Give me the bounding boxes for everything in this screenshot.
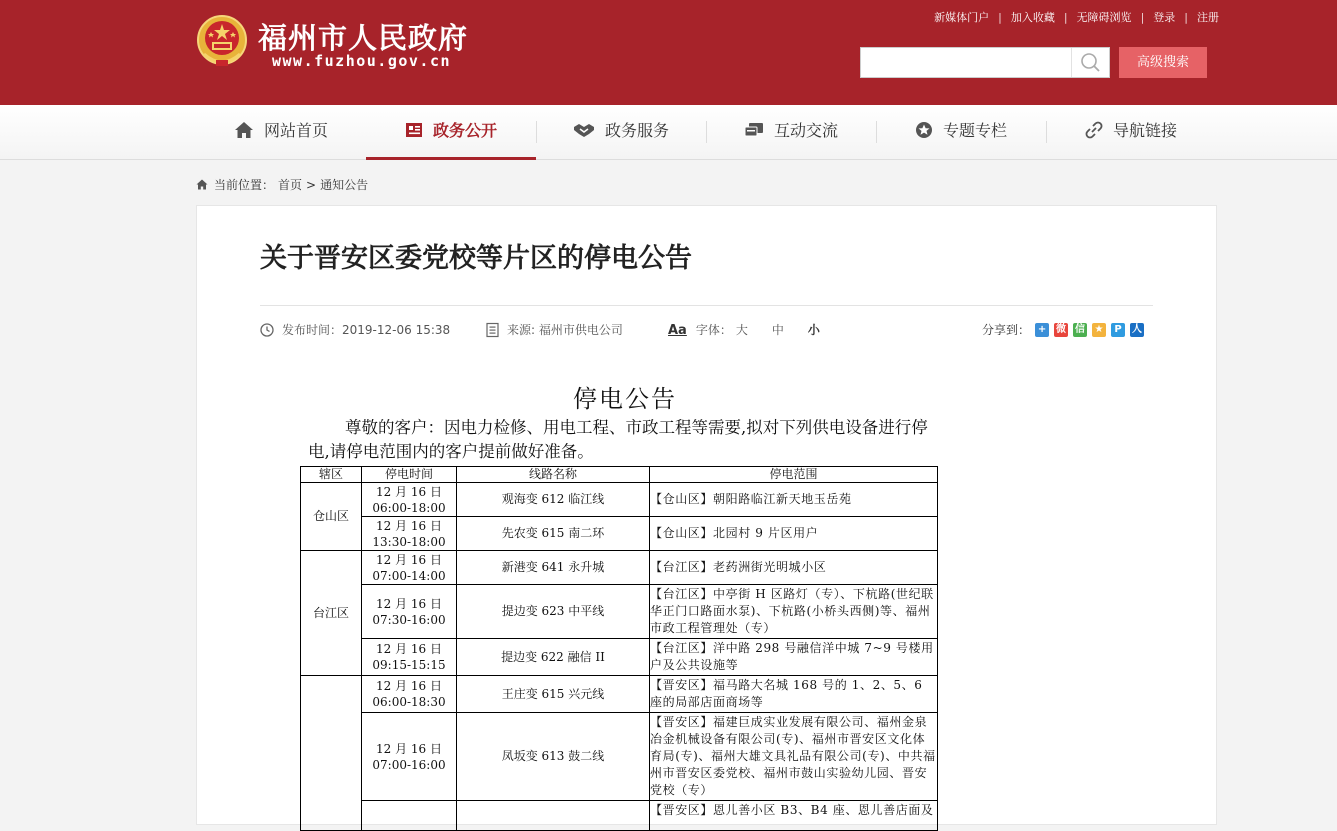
separator: | — [1140, 11, 1145, 24]
share-bar — [982, 321, 1144, 338]
breadcrumb-current[interactable]: 通知公告 — [320, 178, 369, 192]
table-row — [301, 676, 938, 713]
scope-cell: 【台江区】老药洲街光明城小区 — [650, 551, 938, 585]
separator: | — [1063, 11, 1068, 24]
top-links — [934, 9, 1219, 25]
nav-links-label: 导航链接 — [1112, 121, 1177, 140]
nav-services[interactable] — [536, 105, 706, 160]
weibo-icon[interactable]: 微 — [1056, 323, 1067, 335]
notice-image — [300, 374, 950, 817]
chat-icon — [744, 122, 764, 138]
handshake-icon — [573, 122, 595, 138]
nav-home-label: 网站首页 — [263, 121, 328, 140]
district-cell — [301, 676, 362, 831]
scope-cell: 【晋安区】恩儿善小区 B3、B4 座、恩儿善店面及 — [650, 801, 938, 831]
font-label: 字体： — [695, 323, 732, 337]
breadcrumb-prefix: 当前位置： — [214, 178, 275, 192]
font-size-large[interactable]: 大 — [735, 323, 748, 337]
nav-links[interactable] — [1046, 105, 1216, 160]
time-cell: 12 月 16 日 06:00-18:30 — [362, 676, 457, 713]
breadcrumb-home[interactable]: 首页 — [278, 178, 303, 192]
separator: | — [1184, 11, 1188, 24]
scope-cell: 【仓山区】朝阳路临江新天地玉岳苑 — [650, 483, 938, 517]
nav-topics[interactable] — [876, 105, 1046, 160]
district-cell: 台江区 — [301, 551, 362, 676]
font-size-medium[interactable]: 中 — [771, 323, 784, 337]
share-label: 分享到： — [982, 323, 1031, 337]
home-icon — [196, 179, 208, 190]
star-icon — [915, 121, 933, 139]
nav-services-label: 政务服务 — [604, 121, 669, 140]
line-cell: 提边变 623 中平线 — [457, 585, 650, 639]
font-size-icon: Aa — [668, 323, 687, 338]
table-row — [301, 517, 938, 551]
line-cell: 王庄变 615 兴元线 — [457, 676, 650, 713]
site-title: 福州市人民政府 — [258, 21, 469, 55]
qzone-icon[interactable]: ★ — [1092, 323, 1106, 337]
table-row — [301, 551, 938, 585]
document-icon — [405, 122, 423, 138]
national-emblem-icon — [196, 14, 248, 68]
new-media-link[interactable]: 新媒体门户 — [934, 11, 990, 24]
scope-cell: 【晋安区】福建巨成实业发展有限公司、福州金泉冶金机械设备有限公司(专)、福州市晋安区文化体育局(专)、福州大雄文具礼品有限公司(专)、中共福州市晋安区委党校、福州市鼓山实验幼儿园、晋安党校（专） — [650, 713, 938, 801]
nav-interaction[interactable] — [706, 105, 876, 160]
share-more-icon[interactable]: + — [1035, 323, 1049, 337]
nav-government-affairs[interactable] — [366, 105, 536, 160]
scope-cell: 【晋安区】福马路大名城 168 号的 1、2、5、6 座的局部店面商场等 — [650, 676, 938, 713]
table-row — [301, 483, 938, 517]
nav-topics-label: 专题专栏 — [942, 121, 1007, 140]
accessibility-link[interactable]: 无障碍浏览 — [1076, 11, 1132, 24]
login-link[interactable]: 登录 — [1153, 11, 1176, 24]
main-nav — [0, 105, 1337, 160]
table-row — [301, 585, 938, 639]
time-cell — [362, 801, 457, 831]
publish-label: 发布时间： — [282, 323, 343, 337]
source-document-icon — [486, 323, 499, 337]
scope-cell: 【台江区】洋中路 298 号融信洋中城 7~9 号楼用户及公共设施等 — [650, 639, 938, 676]
scope-cell: 【仓山区】北园村 9 片区用户 — [650, 517, 938, 551]
line-cell: 凤坂变 613 鼓二线 — [457, 713, 650, 801]
clock-icon — [260, 323, 274, 337]
source — [486, 321, 623, 338]
time-cell: 12 月 16 日 07:00-14:00 — [362, 551, 457, 585]
table-row — [301, 713, 938, 801]
publish-time — [260, 321, 450, 338]
district-cell: 仓山区 — [301, 483, 362, 551]
add-favorite-link[interactable]: 加入收藏 — [1010, 11, 1055, 24]
publish-value: 2019-12-06 15:38 — [342, 323, 451, 337]
source-label: 来源: — [507, 323, 539, 337]
nav-home[interactable] — [196, 105, 366, 160]
column-header: 线路名称 — [457, 467, 650, 483]
line-cell: 观海变 612 临江线 — [457, 483, 650, 517]
column-header: 辖区 — [301, 467, 362, 483]
time-cell: 12 月 16 日 09:15-15:15 — [362, 639, 457, 676]
column-header: 停电范围 — [650, 467, 938, 483]
source-value: 福州市供电公司 — [538, 323, 623, 337]
table-row — [301, 639, 938, 676]
article-title: 关于晋安区委党校等片区的停电公告 — [260, 243, 692, 274]
outage-table — [300, 466, 938, 831]
font-size-control — [668, 321, 820, 338]
breadcrumb — [196, 176, 368, 193]
renren-icon[interactable]: 人 — [1132, 323, 1143, 335]
search-box — [860, 47, 1110, 78]
home-icon — [234, 121, 254, 139]
tencent-weibo-icon[interactable]: P — [1111, 323, 1125, 337]
time-cell: 12 月 16 日 07:00-16:00 — [362, 713, 457, 801]
search-icon — [1072, 48, 1110, 77]
scope-cell: 【台江区】中亭街 H 区路灯（专）、下杭路(世纪联华正门口路面水泵)、下杭路(小桥头西侧)等、福州市政工程管理处（专） — [650, 585, 938, 639]
font-size-small[interactable]: 小 — [807, 323, 820, 337]
time-cell: 12 月 16 日 07:30-16:00 — [362, 585, 457, 639]
line-cell: 先农变 615 南二环 — [457, 517, 650, 551]
nav-government-affairs-label: 政务公开 — [432, 121, 497, 140]
breadcrumb-separator: > — [306, 178, 317, 192]
nav-interaction-label: 互动交流 — [773, 121, 838, 140]
line-cell: 提边变 622 融信 II — [457, 639, 650, 676]
notice-title: 停电公告 — [573, 385, 677, 413]
line-cell: 新港变 641 永升城 — [457, 551, 650, 585]
time-cell: 12 月 16 日 06:00-18:00 — [362, 483, 457, 517]
divider — [260, 305, 1153, 306]
link-icon — [1085, 121, 1103, 139]
time-cell: 12 月 16 日 13:30-18:00 — [362, 517, 457, 551]
register-link[interactable]: 注册 — [1197, 11, 1219, 24]
article-panel — [196, 205, 1217, 825]
search-button[interactable] — [1071, 48, 1109, 77]
line-cell — [457, 801, 650, 831]
table-header-row — [301, 467, 938, 483]
site-url: www.fuzhou.gov.cn — [272, 52, 452, 70]
column-header: 停电时间 — [362, 467, 457, 483]
table-row — [301, 801, 938, 831]
search-input[interactable] — [861, 48, 1073, 77]
separator: | — [998, 11, 1002, 24]
site-header — [0, 0, 1337, 105]
notice-intro: 尊敬的客户：因电力检修、用电工程、市政工程等需要,拟对下列供电设备进行停电,请停电范围内的客户提前做好准备。 — [308, 418, 928, 461]
advanced-search-button[interactable]: 高级搜索 — [1119, 47, 1207, 78]
wechat-icon[interactable]: 信 — [1075, 323, 1086, 335]
site-logo[interactable] — [196, 14, 496, 74]
